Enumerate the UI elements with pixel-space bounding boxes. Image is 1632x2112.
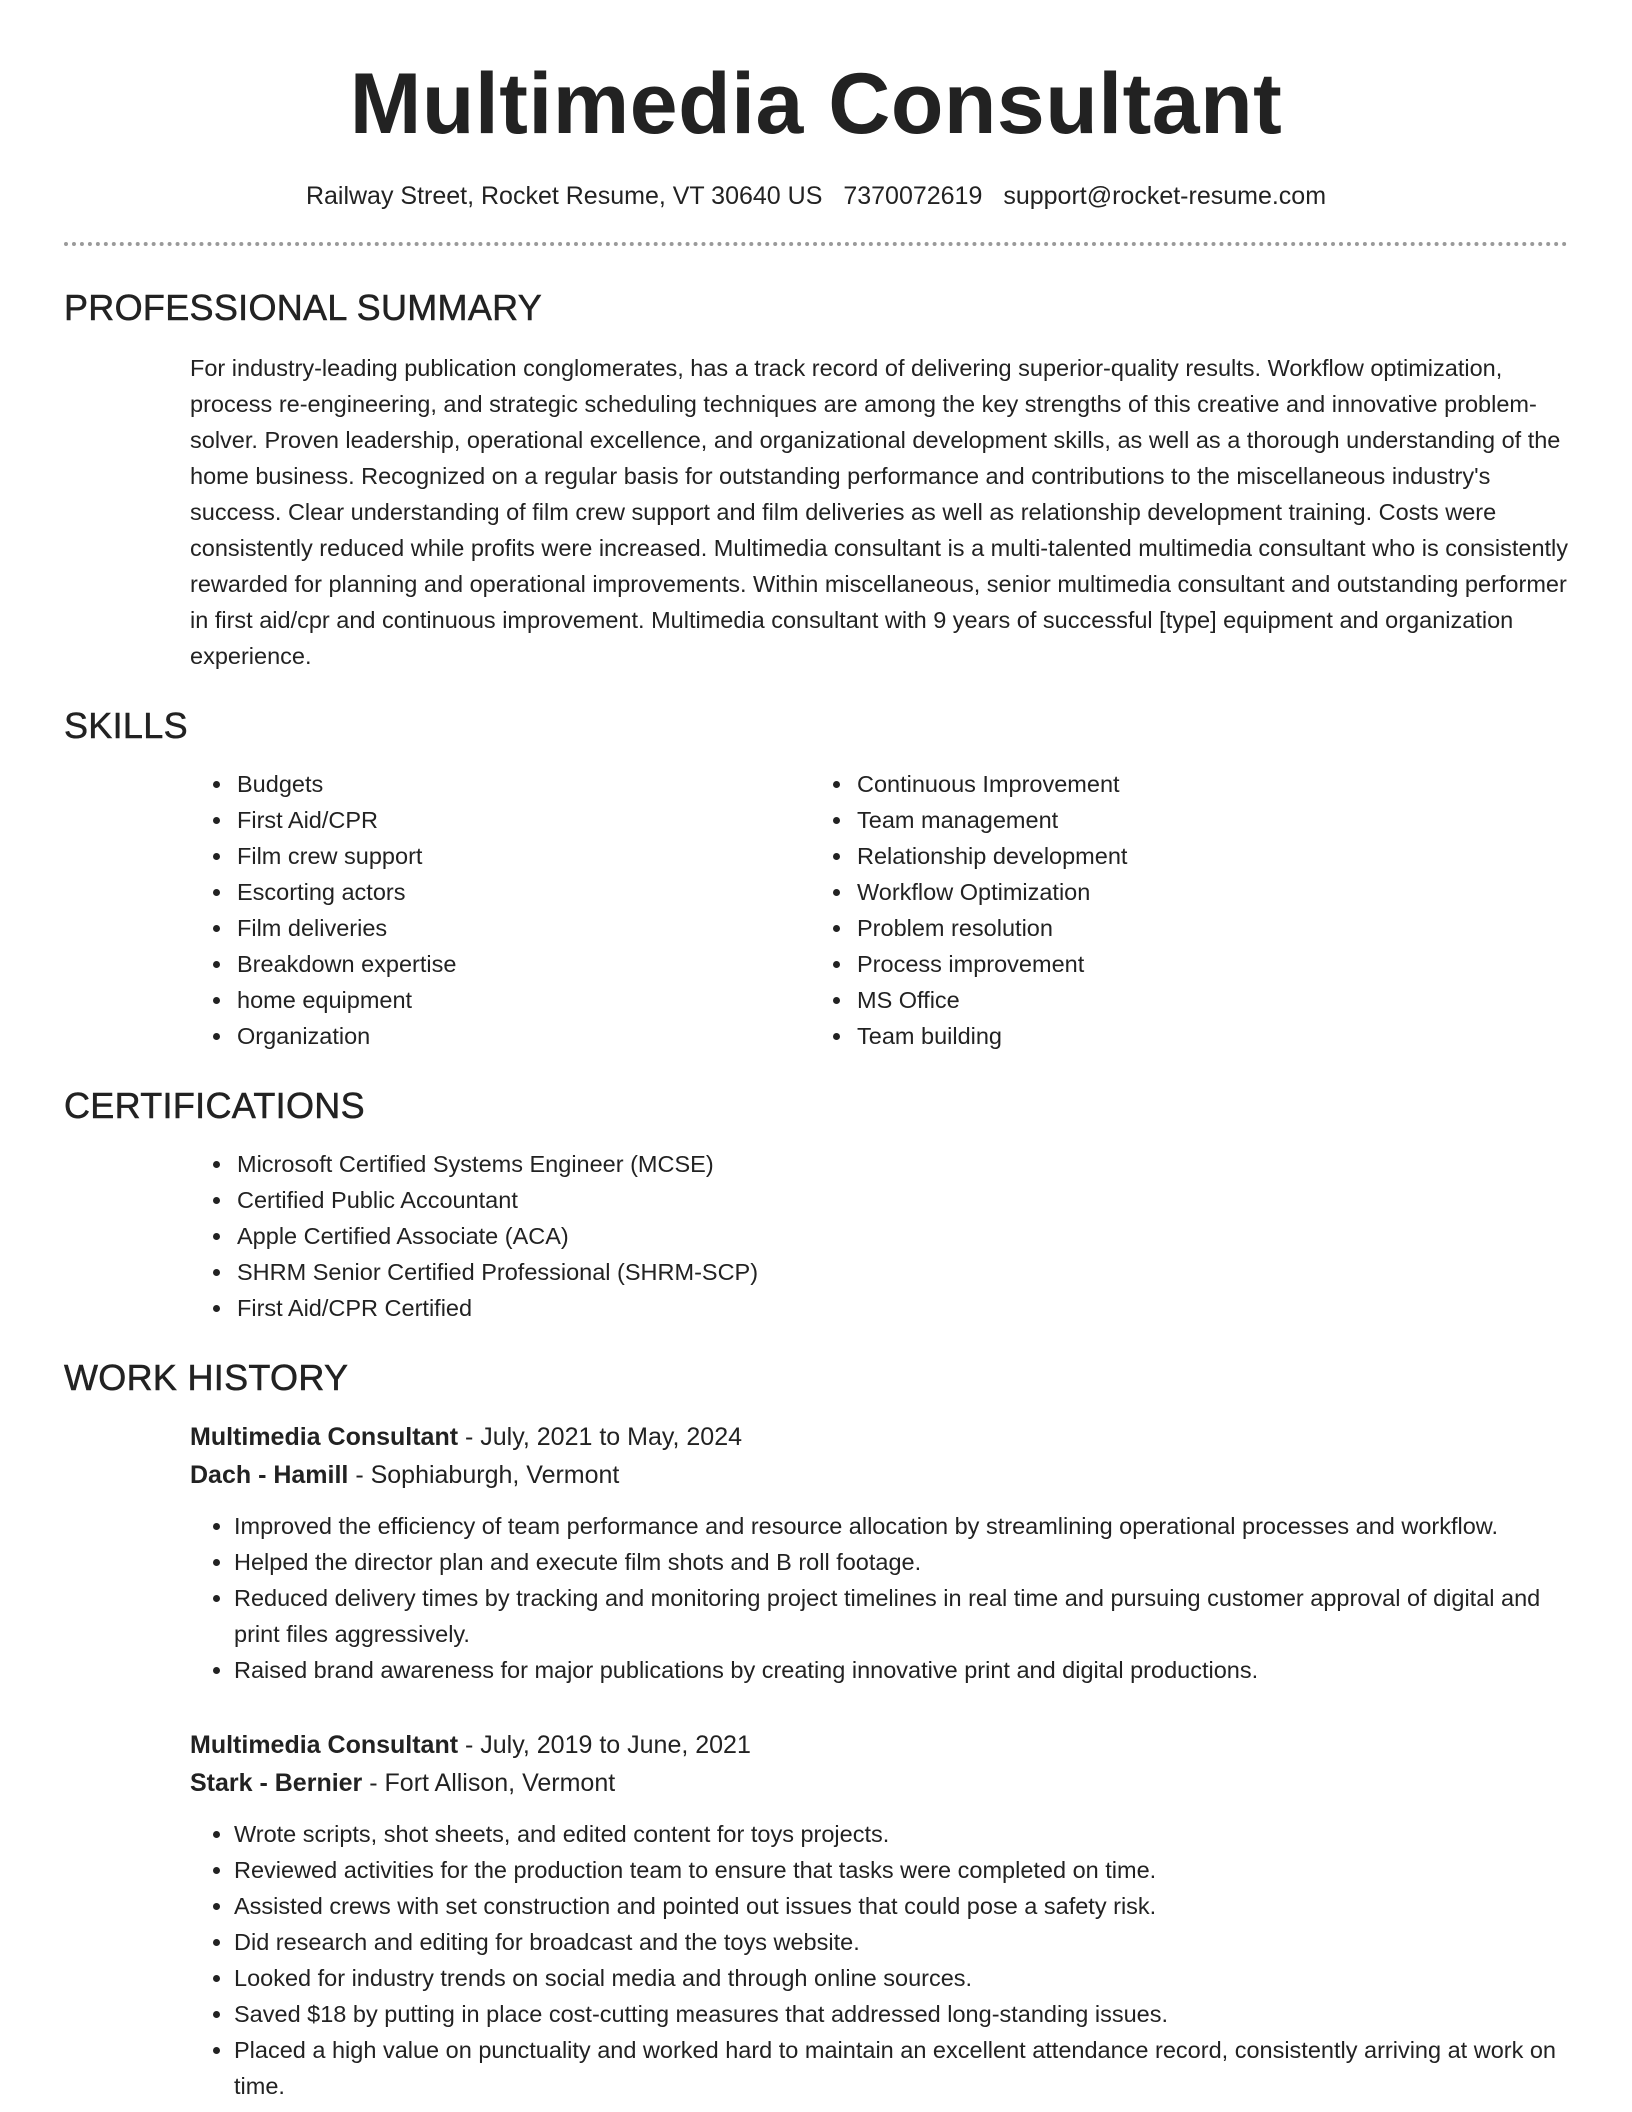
section-title-certifications: CERTIFICATIONS (64, 1085, 365, 1126)
skill-item: • Film deliveries (234, 910, 744, 946)
skill-item: • home equipment (234, 982, 744, 1018)
job-company: Dach - Hamill (190, 1461, 349, 1489)
job-title-line (190, 1418, 1568, 1456)
job-bullet-list (190, 1508, 1568, 1688)
job-bullet: • Helped the director plan and execute film shots and B roll footage. (234, 1544, 1568, 1580)
skill-item: • Film crew support (234, 838, 744, 874)
skill-item: • Continuous Improvement (854, 766, 1127, 802)
job-bullet: • Raised brand awareness for major publications by creating innovative print and digital productions. (234, 1652, 1568, 1688)
job-bullet: • Reduced delivery times by tracking and monitoring project timelines in real time and pursuing customer approval of digital and print files aggressively. (234, 1580, 1568, 1652)
skills-section (64, 704, 1568, 1054)
certification-item: • Apple Certified Associate (ACA) (234, 1218, 1568, 1254)
skill-item: • First Aid/CPR (234, 802, 744, 838)
certification-item: • First Aid/CPR Certified (234, 1290, 1568, 1326)
job-entry (190, 1726, 1568, 2104)
candidate-name: Multimedia Consultant (349, 56, 1283, 152)
job-bullet-list (190, 1816, 1568, 2104)
work-history-jobs (64, 1418, 1568, 2104)
job-dates: - July, 2019 to June, 2021 (458, 1731, 751, 1759)
section-title-work-history: WORK HISTORY (64, 1357, 349, 1398)
job-dates: - July, 2021 to May, 2024 (458, 1423, 743, 1451)
job-bullet: • Did research and editing for broadcast and the toys website. (234, 1924, 1568, 1960)
professional-summary-section (64, 286, 1568, 674)
skill-item: • Process improvement (854, 946, 1127, 982)
summary-text: For industry-leading publication conglomerates, has a track record of delivering superior-quality results. Workflow optimization, process re-engineering, and strategic scheduling techniques are among the key strengths of this creative and innovative problem-solver. Proven leadership, operational excellence, and organizational development skills, as well as a thorough understanding of the home business. Recognized on a regular basis for outstanding performance and contributions to the miscellaneous industry's success. Clear understanding of film crew support and film deliveries as well as relationship development training. Costs were consistently reduced while profits were increased. Multimedia consultant is a multi-talented multimedia consultant who is consistently rewarded for planning and operational improvements. Within miscellaneous, senior multimedia consultant and outstanding performer in first aid/cpr and continuous improvement. Multimedia consultant with 9 years of successful [type] equipment and organization experience. (190, 355, 1569, 669)
certifications-list (64, 1146, 1568, 1326)
section-title-summary: PROFESSIONAL SUMMARY (64, 287, 543, 328)
contact-line (64, 180, 1568, 212)
job-company: Stark - Bernier (190, 1769, 363, 1797)
skill-item: • Organization (234, 1018, 744, 1054)
certification-item: • SHRM Senior Certified Professional (SHRM-SCP) (234, 1254, 1568, 1290)
job-bullet: • Looked for industry trends on social media and through online sources. (234, 1960, 1568, 1996)
contact-address: Railway Street, Rocket Resume, VT 30640 US (305, 182, 823, 210)
skills-list-left (64, 766, 744, 1054)
work-history-section (64, 1356, 1568, 2104)
job-location: - Sophiaburgh, Vermont (348, 1461, 620, 1489)
skill-item: • Breakdown expertise (234, 946, 744, 982)
certification-item: • Certified Public Accountant (234, 1182, 1568, 1218)
skill-item: • Problem resolution (854, 910, 1127, 946)
job-company-line (190, 1456, 1568, 1494)
contact-email: support@rocket-resume.com (1003, 182, 1327, 210)
job-entry (190, 1418, 1568, 1688)
skill-item: • Team building (854, 1018, 1127, 1054)
job-role: Multimedia Consultant (190, 1731, 459, 1759)
job-bullet: • Reviewed activities for the production team to ensure that tasks were completed on time. (234, 1852, 1568, 1888)
section-title-skills: SKILLS (64, 705, 188, 746)
job-bullet: • Improved the efficiency of team performance and resource allocation by streamlining operational processes and workflow. (234, 1508, 1568, 1544)
skill-item: • Workflow Optimization (854, 874, 1127, 910)
job-bullet: • Saved $18 by putting in place cost-cutting measures that addressed long-standing issues. (234, 1996, 1568, 2032)
certifications-section (64, 1084, 1568, 1326)
skills-columns (64, 766, 1568, 1054)
job-bullet: • Assisted crews with set construction and pointed out issues that could pose a safety risk. (234, 1888, 1568, 1924)
skill-item: • Budgets (234, 766, 744, 802)
skill-item: • Team management (854, 802, 1127, 838)
job-location: - Fort Allison, Vermont (362, 1769, 616, 1797)
job-company-line (190, 1764, 1568, 1802)
skill-item: • Escorting actors (234, 874, 744, 910)
job-role: Multimedia Consultant (190, 1423, 459, 1451)
certification-item: • Microsoft Certified Systems Engineer (MCSE) (234, 1146, 1568, 1182)
job-bullet: • Placed a high value on punctuality and worked hard to maintain an excellent attendance record, consistently arriving at work on time. (234, 2032, 1568, 2104)
skill-item: • Relationship development (854, 838, 1127, 874)
job-title-line (190, 1726, 1568, 1764)
header-divider (64, 242, 1568, 246)
job-bullet: • Wrote scripts, shot sheets, and edited content for toys projects. (234, 1816, 1568, 1852)
skills-list-right (744, 766, 1127, 1054)
skill-item: • MS Office (854, 982, 1127, 1018)
contact-phone: 7370072619 (843, 182, 983, 210)
